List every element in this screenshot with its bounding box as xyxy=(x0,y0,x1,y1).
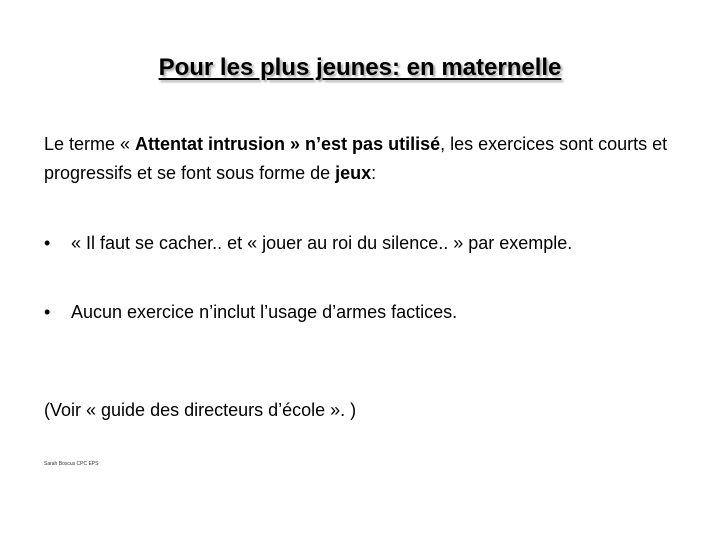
intro-text-1: Le terme « xyxy=(44,134,136,154)
bullet-dot: • xyxy=(44,302,51,322)
guide-note: (Voir « guide des directeurs d’école ». ) xyxy=(44,400,357,420)
bullet-item xyxy=(44,297,684,327)
bullet-dot: • xyxy=(44,233,51,253)
intro-bold-term: Attentat intrusion » n’est pas utilisé xyxy=(135,134,441,154)
bullet-list xyxy=(44,228,684,327)
author-footer: Sarah Boscus CPC EPS xyxy=(44,461,99,467)
bullet-text: « Il faut se cacher.. et « jouer au roi du silence.. » par exemple. xyxy=(71,233,573,253)
intro-paragraph xyxy=(44,130,684,188)
bullet-item xyxy=(44,228,684,258)
bullet-text: Aucun exercice n’inclut l’usage d’armes factices. xyxy=(71,302,458,322)
slide-title: Pour les plus jeunes: en maternelle xyxy=(158,54,562,81)
intro-text-3: : xyxy=(371,163,377,183)
intro-bold-jeux: jeux xyxy=(335,163,372,183)
intro-text-2: , les exercices sont courts et progressifs et se font sous forme de xyxy=(44,134,668,183)
